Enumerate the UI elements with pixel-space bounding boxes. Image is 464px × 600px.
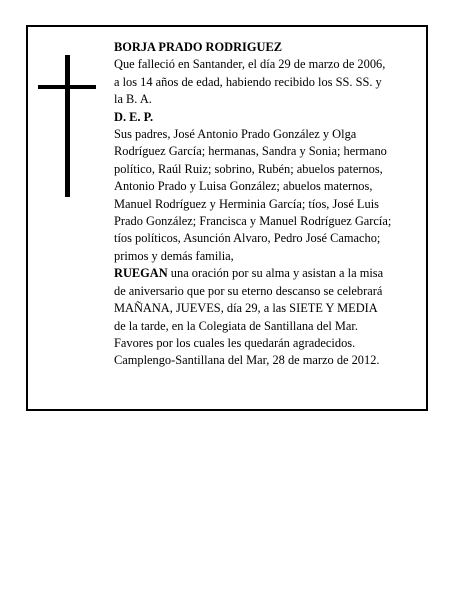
family-line: político, Raúl Ruiz; sobrino, Rubén; abuelos paternos,: [114, 161, 383, 176]
request-line: [114, 265, 424, 282]
rip-heading: D. E. P.: [114, 109, 154, 124]
request-line: de aniversario que por su eterno descanso se celebrará: [114, 283, 383, 298]
family-line: Rodríguez García; hermanas, Sandra y Sonia; hermano: [114, 144, 387, 159]
family-line: tíos políticos, Asunción Alvaro, Pedro José Camacho;: [114, 231, 381, 246]
notice-text: [114, 39, 424, 370]
family-line: primos y demás familia,: [114, 248, 234, 263]
request-line: de la tarde, en la Colegiata de Santillana del Mar.: [114, 318, 358, 333]
place-date: Camplengo-Santillana del Mar, 28 de marzo de 2012.: [114, 353, 380, 368]
family-line: Manuel Rodríguez y Herminia García; tíos, José Luis: [114, 196, 379, 211]
request-keyword: RUEGAN: [114, 266, 168, 281]
request-line: Favores por los cuales les quedarán agradecidos.: [114, 335, 356, 350]
request-line: MAÑANA, JUEVES, día 29, a las SIETE Y MEDIA: [114, 301, 378, 316]
request-first-rest: una oración por su alma y asistan a la misa: [167, 266, 384, 281]
death-line: a los 14 años de edad, habiendo recibido los SS. SS. y: [114, 74, 382, 89]
family-line: Sus padres, José Antonio Prado González y Olga: [114, 127, 357, 142]
cross-horizontal-bar: [38, 85, 96, 89]
cross-vertical-bar: [65, 55, 70, 197]
cross-icon: [38, 55, 96, 197]
death-line: Que falleció en Santander, el día 29 de marzo de 2006,: [114, 57, 386, 72]
deceased-name: BORJA PRADO RODRIGUEZ: [114, 40, 282, 54]
family-line: Prado González; Francisca y Manuel Rodríguez García;: [114, 214, 392, 229]
family-line: Antonio Prado y Luisa González; abuelos maternos,: [114, 179, 373, 194]
death-line: la B. A.: [114, 92, 152, 107]
